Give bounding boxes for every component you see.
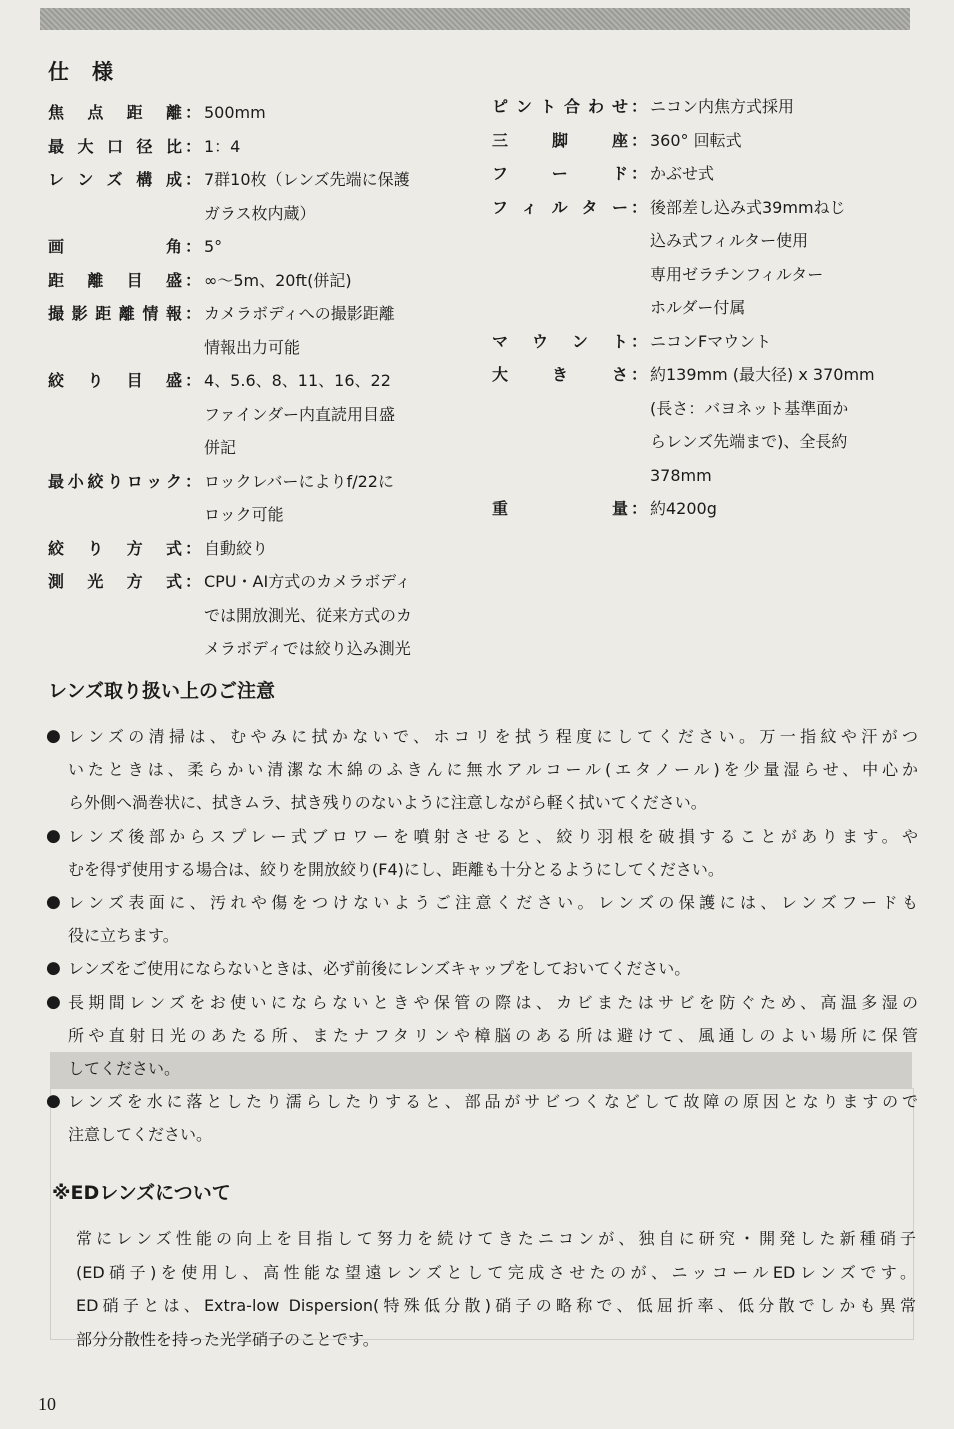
note-line: レンズ後部からスプレー式ブロワーを噴射させると、絞り羽根を破損することがあります。や	[68, 826, 918, 846]
spec-value	[204, 532, 478, 566]
spec-value-line: 専用ゼラチンフィルター	[650, 264, 824, 284]
spec-label: フィルター	[492, 197, 628, 217]
spec-colon: ：	[184, 237, 201, 256]
spec-label: 大きさ	[492, 365, 628, 384]
spec-row	[48, 264, 478, 298]
spec-value	[650, 157, 922, 191]
spec-value	[204, 297, 478, 364]
spec-value-line: (長さ：バヨネット基準面か	[650, 398, 849, 418]
spec-label: フード	[492, 164, 628, 183]
bullet-icon: ●	[46, 825, 61, 846]
spec-value-line: ガラス枚内蔵）	[204, 203, 316, 223]
note-line: 所や直射日光のあたる所、またナフタリンや樟脳のある所は避けて、風通しのよい場所に保管	[68, 1025, 918, 1045]
note-line: レンズをご使用にならないときは、必ず前後にレンズキャップをしておいてください。	[68, 959, 691, 979]
spec-label: 重量	[492, 499, 628, 518]
spec-value-line: 込み式フィルター使用	[650, 231, 809, 250]
spec-value-line: ニコンFマウント	[650, 331, 772, 351]
spec-value-line: 情報出力可能	[204, 337, 301, 357]
spec-row	[492, 90, 922, 124]
note-line: レンズ表面に、汚れや傷をつけないようご注意ください。レンズの保護には、レンズフードも	[68, 893, 918, 913]
spec-value-line: ロックレバーによりf/22に	[204, 471, 394, 491]
ed-body	[76, 1222, 916, 1356]
spec-list-left	[48, 96, 478, 666]
spec-value	[204, 163, 478, 230]
spec-value-line: 360° 回転式	[650, 130, 742, 150]
spec-label: 絞り方式	[48, 538, 182, 558]
spec-label: 絞り目盛	[48, 371, 182, 390]
spec-row	[492, 358, 922, 492]
spec-label: 最大口径比	[48, 136, 182, 156]
notes-list	[46, 720, 918, 1152]
spec-value	[204, 465, 478, 532]
spec-title: 仕 様	[48, 60, 114, 84]
spec-value-line: 自動絞り	[204, 538, 269, 558]
ed-title: ※EDレンズについて	[52, 1182, 231, 1204]
spec-colon: ：	[184, 471, 201, 491]
note-line: むを得ず使用する場合は、絞りを開放絞り(F4)にし、距離も十分とるようにしてください。	[68, 859, 724, 879]
spec-label: 最小絞りロック	[48, 471, 182, 491]
spec-value	[650, 90, 922, 124]
note-item	[46, 820, 918, 886]
spec-value	[204, 230, 478, 264]
note-item	[46, 720, 918, 820]
spec-value	[204, 565, 478, 666]
spec-value	[204, 96, 478, 130]
spec-colon: ：	[184, 371, 201, 390]
spec-value-line: 5°	[204, 237, 223, 256]
spec-row	[48, 565, 478, 666]
spec-label: 測光方式	[48, 572, 182, 591]
spec-colon: ：	[184, 572, 201, 591]
spec-colon: ：	[184, 270, 201, 290]
ed-line: ED硝子とは、Extra-low Dispersion(特殊低分散)硝子の略称で、低屈折率、低分散でしかも異常	[76, 1296, 916, 1315]
ed-line: (ED硝子)を使用し、高性能な望遠レンズとして完成させたのが、ニッコールEDレンズです。	[76, 1262, 916, 1282]
spec-colon: ：	[184, 103, 201, 122]
spec-value-line: メラボディでは絞り込み測光	[204, 639, 411, 658]
spec-value-line: では開放測光、従来方式のカ	[204, 605, 413, 625]
spec-value-line: 500mm	[204, 103, 266, 122]
spec-value-line: ∞〜5m、20ft(併記)	[204, 270, 352, 290]
bullet-icon: ●	[46, 991, 61, 1012]
bullet-icon: ●	[46, 958, 61, 979]
spec-row	[492, 325, 922, 359]
spec-label: 画角	[48, 237, 182, 256]
spec-colon: ：	[184, 136, 201, 156]
spec-value-line: 約4200g	[650, 499, 717, 518]
bullet-icon: ●	[46, 1091, 61, 1112]
spec-row	[48, 364, 478, 465]
ed-line: 常にレンズ性能の向上を目指して努力を続けてきたニコンが、独自に研究・開発した新種硝子	[76, 1229, 916, 1248]
spec-colon: ：	[630, 130, 647, 150]
spec-value-line: らレンズ先端まで)、全長約	[650, 432, 848, 451]
ed-line: 部分分散性を持った光学硝子のことです。	[76, 1329, 379, 1349]
note-item	[46, 986, 918, 1086]
spec-value	[650, 358, 922, 492]
note-line: レンズの清掃は、むやみに拭かないで、ホコリを拭う程度にしてください。万一指紋や汗がつ	[68, 727, 918, 746]
spec-label: 三脚座	[492, 130, 628, 150]
spec-value-line: 7群10枚（レンズ先端に保護	[204, 170, 410, 189]
spec-value-line: 併記	[204, 438, 237, 457]
spec-value	[204, 264, 478, 298]
note-line: 長期間レンズをお使いにならないときや保管の際は、カビまたはサビを防ぐため、高温多湿の	[68, 992, 918, 1012]
spec-row	[492, 492, 922, 526]
spec-colon: ：	[630, 499, 647, 518]
bullet-icon: ●	[46, 726, 61, 746]
spec-colon: ：	[630, 365, 647, 384]
spec-value-line: 後部差し込み式39mmねじ	[650, 197, 846, 217]
spec-value-line: ロック可能	[204, 505, 284, 524]
spec-colon: ：	[630, 97, 647, 116]
spec-value-line: 1：4	[204, 136, 241, 156]
spec-value-line: カメラボディへの撮影距離	[204, 304, 395, 323]
spec-value	[650, 492, 922, 526]
spec-label: 撮影距離情報	[48, 304, 182, 323]
note-line: してください。	[68, 1059, 181, 1079]
spec-label: 焦点距離	[48, 103, 182, 122]
spec-value-line: 378mm	[650, 465, 712, 485]
spec-value	[204, 364, 478, 465]
spec-value-line: かぶせ式	[650, 164, 715, 183]
spec-row	[492, 157, 922, 191]
spec-label: 距離目盛	[48, 270, 182, 290]
spec-colon: ：	[184, 538, 201, 558]
spec-colon: ：	[184, 170, 201, 189]
spec-value-line: ファインダー内直読用目盛	[204, 404, 396, 424]
spec-list-right	[492, 90, 922, 526]
spec-value-line: CPU・AI方式のカメラボディ	[204, 572, 411, 591]
spec-colon: ：	[630, 197, 647, 217]
note-item	[46, 952, 918, 985]
bullet-icon: ●	[46, 892, 61, 913]
spec-row	[48, 230, 478, 264]
spec-colon: ：	[630, 331, 647, 351]
spec-row	[48, 96, 478, 130]
spec-value-line: 4、5.6、8、11、16、22	[204, 371, 391, 390]
page-number: 10	[38, 1394, 56, 1414]
spec-row	[48, 297, 478, 364]
notes-title: レンズ取り扱い上のご注意	[48, 680, 275, 702]
note-line: レンズを水に落としたり濡らしたりすると、部品がサビつくなどして故障の原因となりますので	[68, 1092, 918, 1112]
spec-row	[492, 191, 922, 325]
note-line: 役に立ちます。	[68, 926, 179, 946]
note-line: いたときは、柔らかい清潔な木綿のふきんに無水アルコール(エタノール)を少量湿らせ、中心か	[68, 760, 918, 780]
spec-label: レンズ構成	[48, 170, 182, 189]
spec-value-line: ホルダー付属	[650, 298, 746, 317]
spec-colon: ：	[630, 164, 647, 183]
spec-value	[650, 325, 922, 359]
spec-colon: ：	[184, 304, 201, 323]
spec-row	[48, 163, 478, 230]
spec-value-line: ニコン内焦方式採用	[650, 97, 795, 116]
spec-value	[204, 130, 478, 164]
note-line: 注意してください。	[68, 1125, 213, 1145]
spec-label: ピント合わせ	[492, 97, 628, 116]
note-line: ら外側へ渦巻状に、拭きムラ、拭き残りのないように注意しながら軽く拭いてください。	[68, 793, 707, 813]
note-item	[46, 886, 918, 952]
spec-row	[48, 130, 478, 164]
spec-label: マウント	[492, 331, 628, 351]
spec-row	[48, 532, 478, 566]
spec-row	[48, 465, 478, 532]
header-band	[40, 8, 910, 30]
spec-value	[650, 124, 922, 158]
note-item	[46, 1085, 918, 1151]
spec-row	[492, 124, 922, 158]
spec-value	[650, 191, 922, 325]
spec-value-line: 約139mm (最大径) x 370mm	[650, 365, 875, 384]
